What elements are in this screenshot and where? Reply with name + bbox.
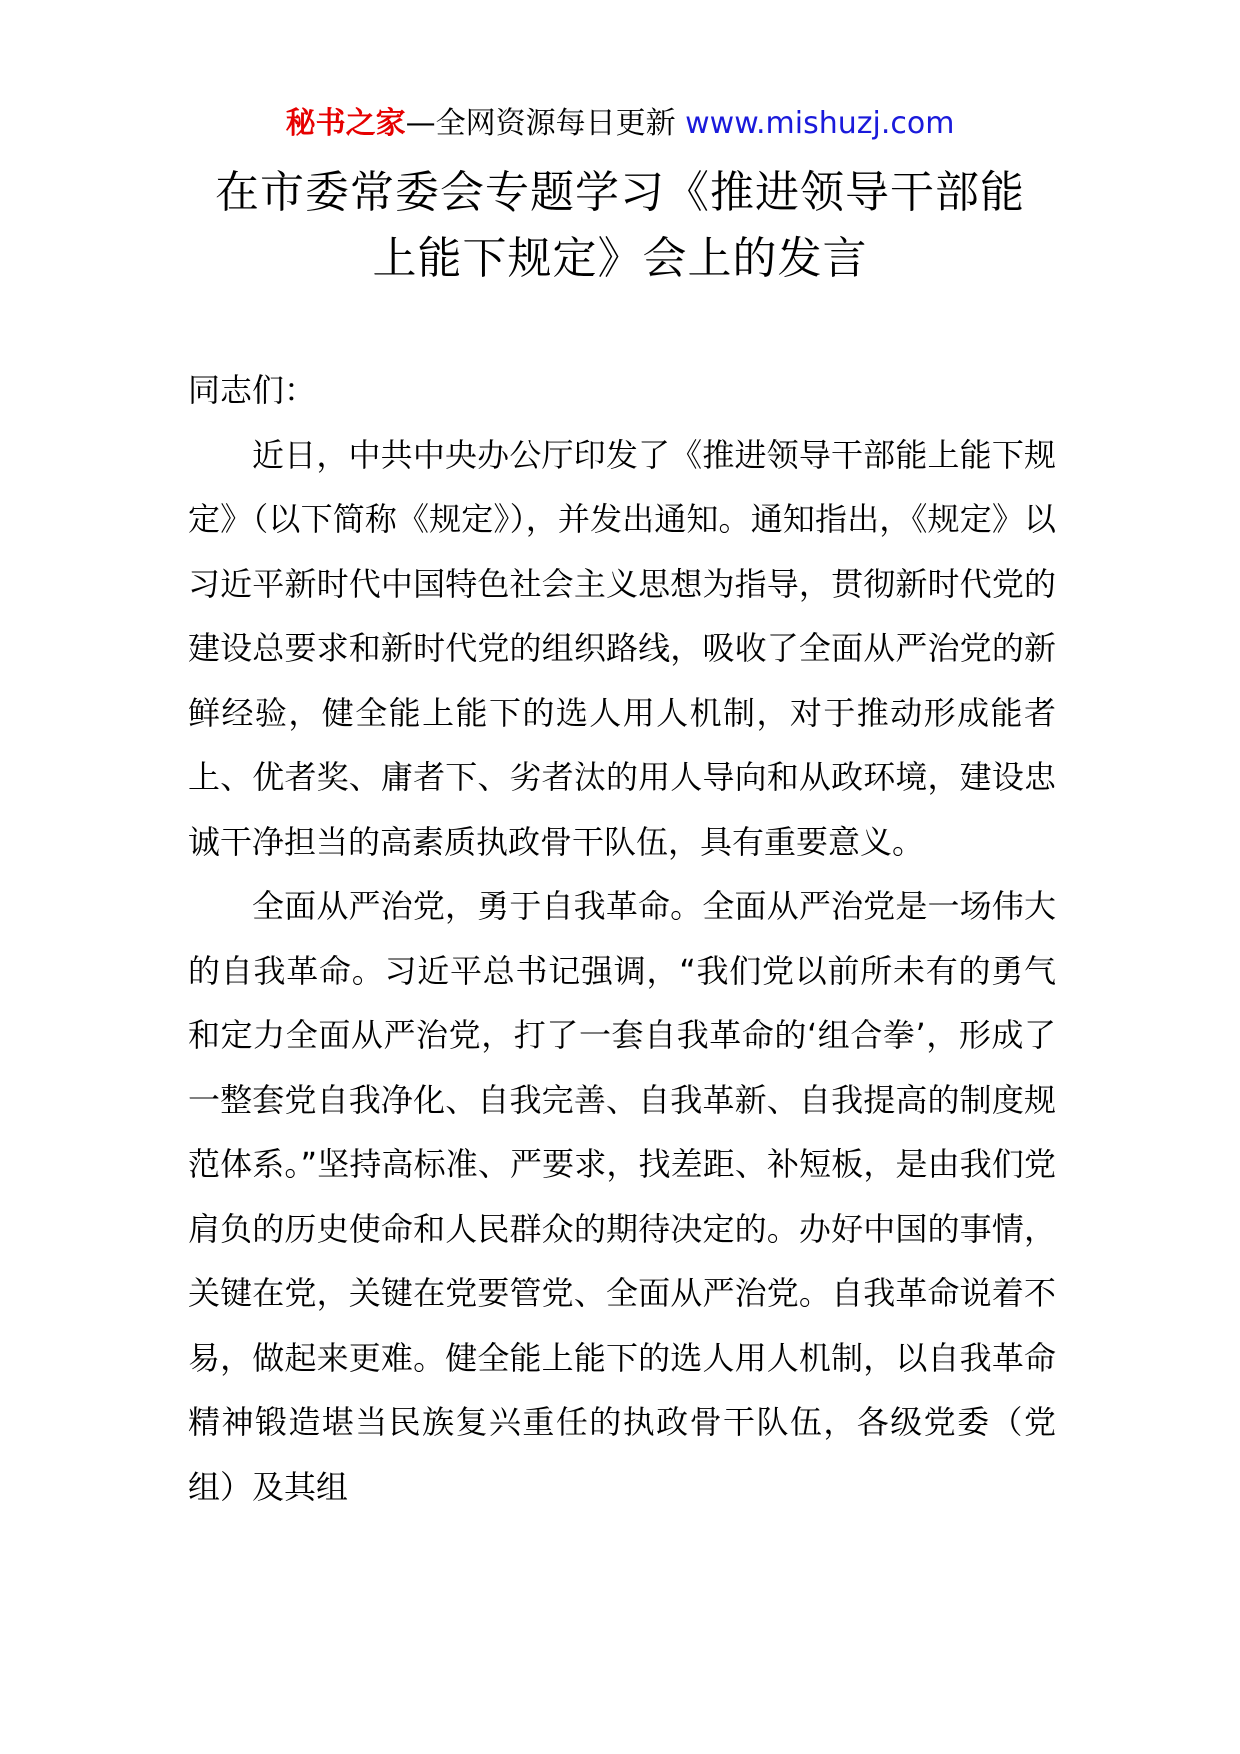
title-line-2: 上能下规定》会上的发言 xyxy=(372,233,868,284)
salutation: 同志们： xyxy=(188,371,317,409)
banner-tagline: —全网资源每日更新 xyxy=(405,106,686,141)
document-body xyxy=(188,358,1056,1519)
paragraph-2: 全面从严治党，勇于自我革命。全面从严治党是一场伟大的自我革命。习近平总书记强调，“我们党以前所未有的勇气和定力全面从严治党，打了一套自我革命的‘组合拳’，形成了一整套党自我净化、自我完善、自我革新、自我提高的制度规范体系。”坚持高标准、严要求，找差距、补短板，是由我们党肩负的历史使命和人民群众的期待决定的。办好中国的事情，关键在党，关键在党要管党、全面从严治党。自我革命说着不易，做起来更难。健全能上能下的选人用人机制，以自我革命精神锻造堪当民族复兴重任的执政骨干队伍，各级党委（党组）及其组 xyxy=(188,887,1056,1506)
title-line-1: 在市委常委会专题学习《推进领导干部能 xyxy=(215,167,1025,218)
site-banner xyxy=(0,102,1240,146)
brand-name: 秘书之家 xyxy=(285,106,406,141)
document-title xyxy=(150,160,1090,292)
site-url-link[interactable]: www.mishuzj.com xyxy=(685,106,955,141)
paragraph-1: 近日，中共中央办公厅印发了《推进领导干部能上能下规定》（以下简称《规定》），并发出通知。通知指出，《规定》以习近平新时代中国特色社会主义思想为指导，贯彻新时代党的建设总要求和新时代党的组织路线，吸收了全面从严治党的新鲜经验，健全能上能下的选人用人机制，对于推动形成能者上、优者奖、庸者下、劣者汰的用人导向和从政环境，建设忠诚干净担当的高素质执政骨干队伍，具有重要意义。 xyxy=(188,435,1056,861)
